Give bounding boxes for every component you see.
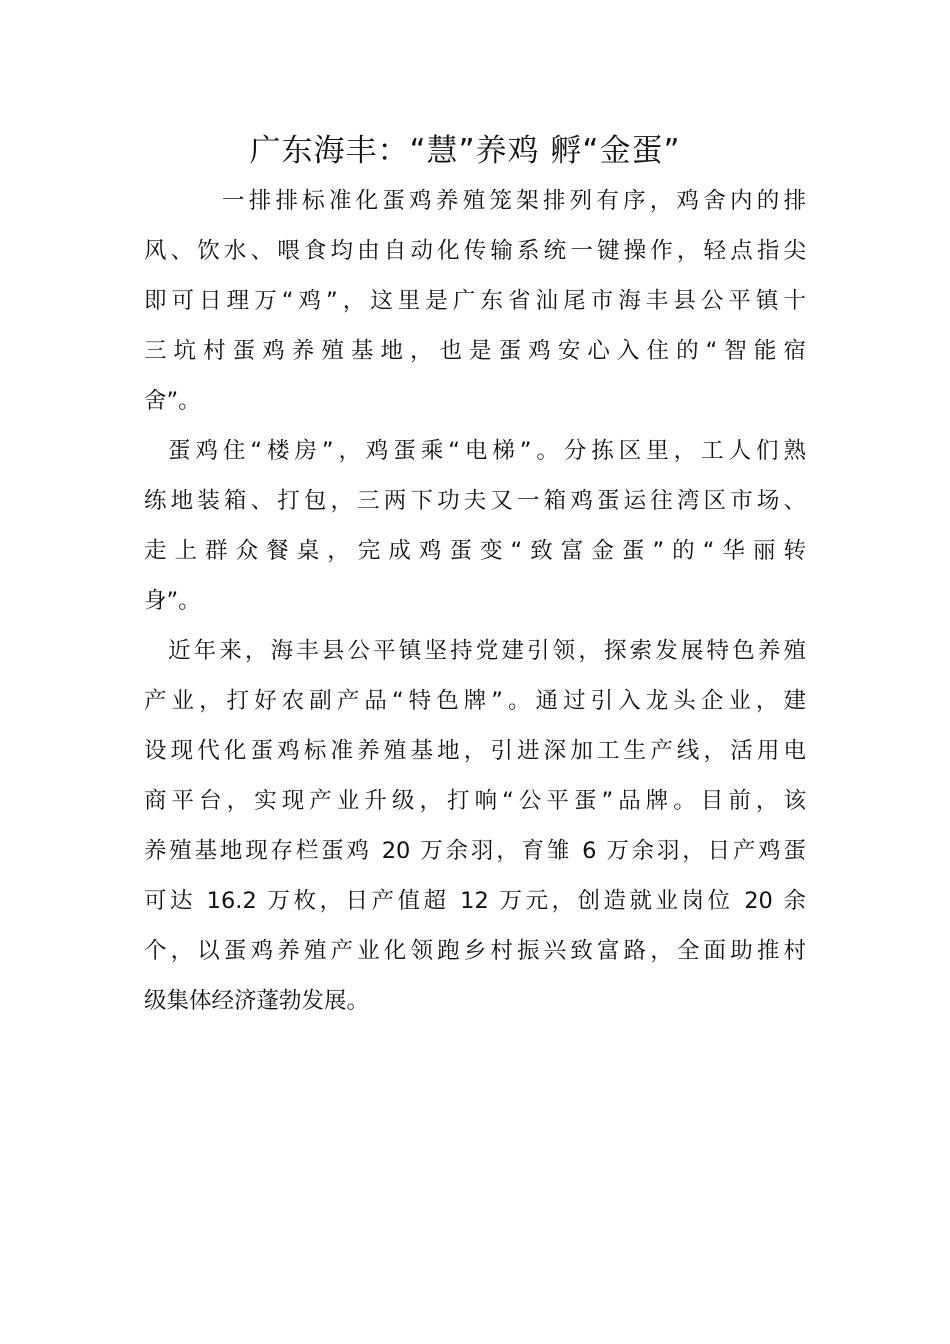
paragraph-line: 可达 16.2 万枚，日产值超 12 万元，创造就业岗位 20 余 [144, 888, 806, 914]
paragraph-line: 身”。 [144, 588, 201, 614]
paragraph-2 [144, 426, 806, 626]
paragraph-line: 走上群众餐桌，完成鸡蛋变“致富金蛋”的“华丽转 [144, 538, 806, 564]
document-title: 广东海丰：“慧”养鸡 孵“金蛋” [249, 133, 681, 169]
paragraph-line: 舍”。 [144, 388, 201, 414]
paragraph-line: 近年来，海丰县公平镇坚持党建引领，探索发展特色养殖 [168, 638, 806, 664]
paragraph-line: 即可日理万“鸡”，这里是广东省汕尾市海丰县公平镇十 [144, 288, 806, 314]
paragraph-1 [144, 176, 806, 426]
paragraph-3 [144, 626, 806, 1026]
paragraph-line: 设现代化蛋鸡标准养殖基地，引进深加工生产线，活用电 [144, 738, 806, 764]
document-body [144, 176, 806, 1026]
paragraph-line: 商平台，实现产业升级，打响“公平蛋”品牌。目前，该 [144, 788, 806, 814]
paragraph-line: 一排排标准化蛋鸡养殖笼架排列有序，鸡舍内的排 [222, 188, 806, 214]
paragraph-line: 级集体经济蓬勃发展。 [144, 988, 370, 1014]
paragraph-line: 三坑村蛋鸡养殖基地，也是蛋鸡安心入住的“智能宿 [144, 338, 806, 364]
paragraph-line: 个，以蛋鸡养殖产业化领跑乡村振兴致富路，全面助推村 [144, 938, 806, 964]
paragraph-line: 蛋鸡住“楼房”，鸡蛋乘“电梯”。分拣区里，工人们熟 [168, 438, 806, 464]
paragraph-line: 养殖基地现存栏蛋鸡 20 万余羽，育雏 6 万余羽，日产鸡蛋 [144, 838, 806, 864]
paragraph-line: 练地装箱、打包，三两下功夫又一箱鸡蛋运往湾区市场、 [144, 488, 806, 514]
paragraph-line: 风、饮水、喂食均由自动化传输系统一键操作，轻点指尖 [144, 238, 806, 264]
paragraph-line: 产业，打好农副产品“特色牌”。通过引入龙头企业，建 [144, 688, 806, 714]
